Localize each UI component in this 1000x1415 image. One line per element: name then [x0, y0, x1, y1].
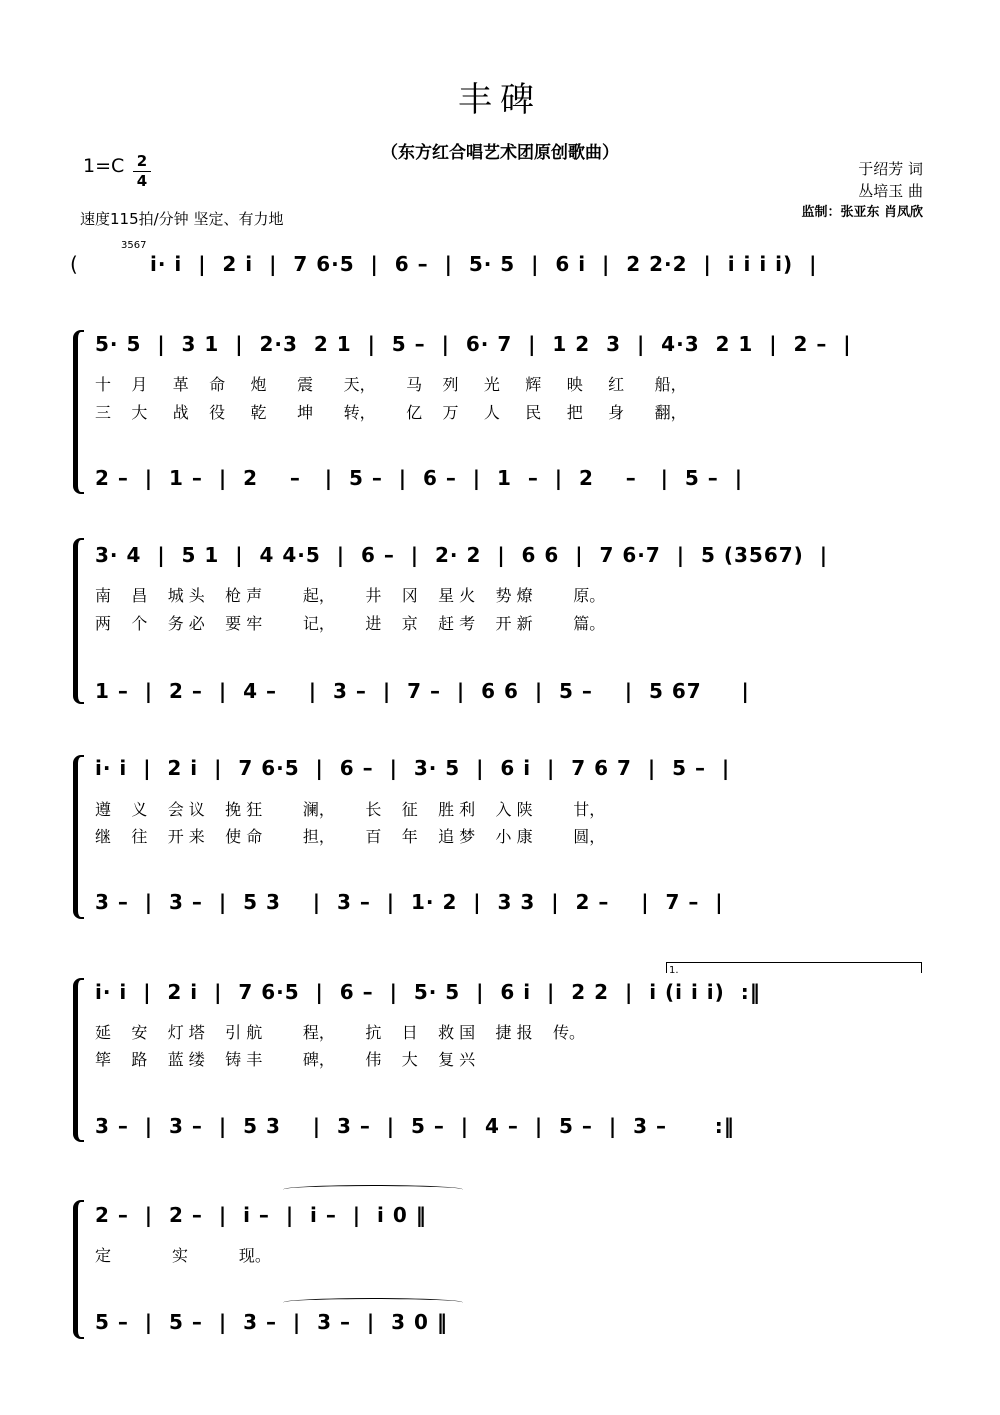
system-bracket-4	[73, 978, 84, 1142]
supervisor-credit: 监制：张亚东 肖凤欣	[801, 205, 923, 220]
lyrics-line-3a: 遵 义 会 议 挽 狂 澜， 长 征 胜 利 入 陕 甘，	[95, 800, 606, 819]
harmony-line-1: 2 – | 1 – | 2 – | 5 – | 6 – | 1 – | 2 – | 5 – |	[95, 466, 744, 490]
harmony-line-5: 5 – | 5 – | 3 – | 3 – | 3 0 ‖	[95, 1310, 448, 1334]
melody-line-5: 2 – | 2 – | i – | i – | i 0 ‖	[95, 1203, 427, 1227]
harmony-line-3: 3 – | 3 – | 5 3 | 3 – | 1· 2 | 3 3 | 2 – | 7 – |	[95, 890, 724, 914]
harmony-line-4: 3 – | 3 – | 5 3 | 3 – | 5 – | 4 – | 5 – | 3 – :‖	[95, 1114, 735, 1138]
system-bracket-3	[73, 755, 84, 919]
volta-label: 1.	[669, 965, 679, 976]
system-bracket-1	[73, 330, 84, 494]
song-subtitle: （东方红合唱艺术团原创歌曲）	[381, 143, 619, 163]
system-bracket-5	[73, 1200, 84, 1339]
tie-slur	[283, 1185, 463, 1194]
lyrics-line-5: 定 实 现。	[95, 1246, 271, 1265]
melody-line-4: i· i | 2 i | 7 6·5 | 6 – | 5· 5 | 6 i | 2 2 | i (i i i) :‖	[95, 980, 761, 1004]
composer-credit: 丛培玉 曲	[858, 182, 923, 200]
time-signature	[133, 153, 151, 190]
lyrics-line-1b: 三 大 战 役 乾 坤 转， 亿 万 人 民 把 身 翻，	[95, 403, 687, 422]
tie-slur-harmony	[283, 1298, 463, 1307]
lyricist-credit: 于绍芳 词	[858, 160, 923, 178]
melody-line-3: i· i | 2 i | 7 6·5 | 6 – | 3· 5 | 6 i | 7 6 7 | 5 – |	[95, 756, 731, 780]
key-signature	[83, 152, 148, 190]
system-bracket-2	[73, 538, 84, 704]
tempo-marking: 速度115拍/分钟 坚定、有力地	[80, 210, 284, 228]
melody-line-2: 3· 4 | 5 1 | 4 4·5 | 6 – | 2· 2 | 6 6 | 7 6·7 | 5 (3567) |	[95, 543, 829, 567]
lyrics-line-2a: 南 昌 城 头 枪 声 起， 井 冈 星 火 势 燎 原。	[95, 586, 606, 605]
lyrics-line-1a: 十 月 革 命 炮 震 天， 马 列 光 辉 映 红 船，	[95, 375, 687, 394]
volta-bracket	[666, 962, 922, 973]
grace-notes: 3567	[121, 240, 147, 251]
harmony-line-2: 1 – | 2 – | 4 – | 3 – | 7 – | 6 6 | 5 – | 5 67 |	[95, 679, 750, 703]
lyrics-line-2b: 两 个 务 必 要 牢 记， 进 京 赶 考 开 新 篇。	[95, 614, 606, 633]
key-label: 1=C	[83, 155, 125, 177]
lyrics-line-4a: 延 安 灯 塔 引 航 程， 抗 日 救 国 捷 报 传。	[95, 1023, 585, 1042]
time-denominator: 4	[136, 172, 148, 190]
song-title: 丰碑	[458, 80, 542, 120]
melody-line-1: 5· 5 | 3 1 | 2·3 2 1 | 5 – | 6· 7 | 1 2 3 | 4·3 2 1 | 2 – |	[95, 332, 852, 356]
time-numerator: 2	[136, 152, 148, 170]
intro-melody: i· i | 2 i | 7 6·5 | 6 – | 5· 5 | 6 i | 2 2·2 | i i i i) |	[150, 252, 818, 276]
lyrics-line-3b: 继 往 开 来 使 命 担， 百 年 追 梦 小 康 圆，	[95, 827, 606, 846]
lyrics-line-4b: 筚 路 蓝 缕 铸 丰 碑， 伟 大 复 兴	[95, 1050, 476, 1069]
intro-paren-open: (	[70, 252, 78, 276]
